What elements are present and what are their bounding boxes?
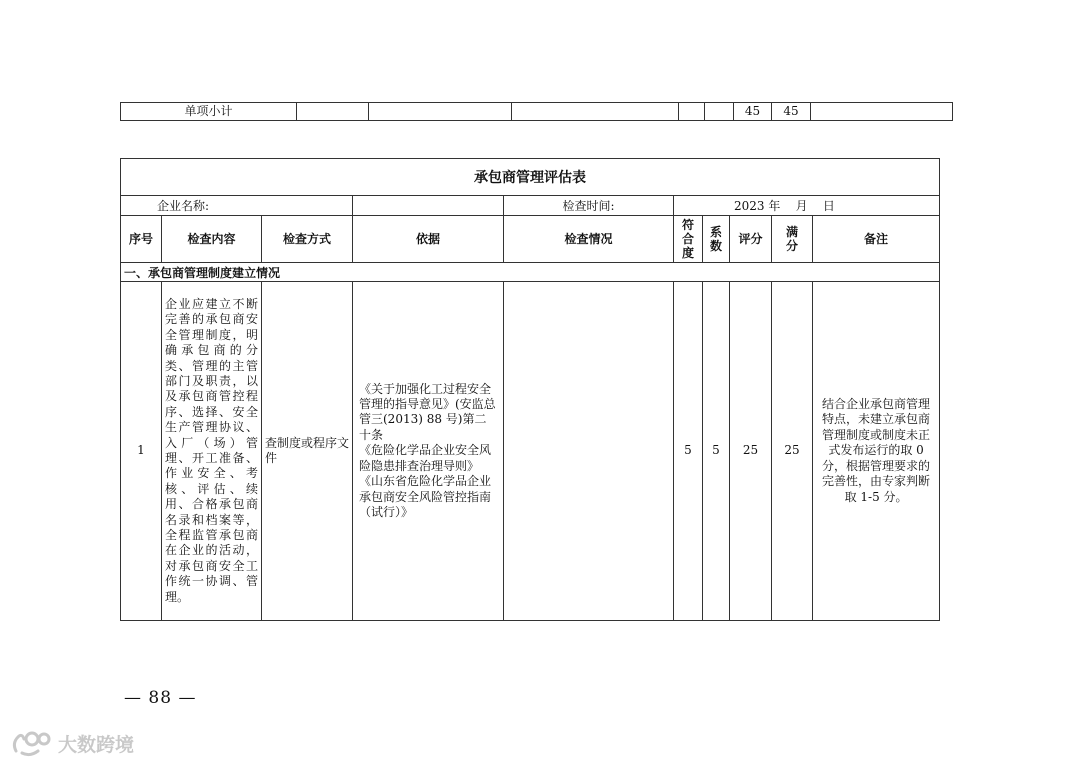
subtotal-cell-empty (811, 103, 953, 121)
subtotal-table (120, 102, 953, 121)
row-full-score: 25 (772, 282, 813, 621)
row-method: 查制度或程序文件 (262, 282, 353, 621)
row-score: 25 (730, 282, 772, 621)
company-name-label: 企业名称: (121, 196, 353, 216)
header-score: 评分 (730, 216, 772, 263)
row-seq: 1 (121, 282, 162, 621)
bubble-logo-icon (10, 729, 54, 757)
row-coefficient: 5 (703, 282, 730, 621)
header-content: 检查内容 (162, 216, 262, 263)
table-row (121, 282, 940, 621)
row-situation (504, 282, 674, 621)
basis-item: 《危险化学品企业安全风险隐患排查治理导则》 (359, 443, 492, 473)
title-row (121, 159, 940, 196)
basis-item: 《山东省危险化学品企业承包商安全风险管控指南（试行）》 (359, 474, 492, 519)
watermark-text: 大数跨境 (58, 733, 135, 756)
check-date: 2023 年 月 日 (674, 196, 940, 216)
header-conformity: 符合度 (674, 216, 703, 263)
row-content: 企业应建立不断完善的承包商安全管理制度，明确承包商的分类、管理的主管部门及职责，以及承包商管控程序、选择、安全生产管理协议、入厂（场）管理、开工准备、作业安全、考核、评估、续用、合格承包商名录和档案等，全程监管承包商在企业的活动，对承包商安全工作统一协调、管理。 (162, 282, 262, 621)
row-remarks: 结合企业承包商管理特点，未建立承包商管理制度或制度未正式发布运行的取 0 分，根据管理要求的完善性，由专家判断取 1-5 分。 (813, 282, 940, 621)
evaluation-table (120, 158, 940, 621)
page-number: — 88 — (124, 688, 197, 708)
check-time-label: 检查时间: (504, 196, 674, 216)
company-name-value (353, 196, 504, 216)
header-seq: 序号 (121, 216, 162, 263)
form-title: 承包商管理评估表 (121, 159, 940, 196)
subtotal-full-score: 45 (772, 103, 811, 121)
section-row (121, 263, 940, 282)
subtotal-row (121, 103, 953, 121)
subtotal-cell-empty (705, 103, 734, 121)
subtotal-score: 45 (734, 103, 772, 121)
row-basis (353, 282, 504, 621)
row-conformity: 5 (674, 282, 703, 621)
subtotal-label: 单项小计 (121, 103, 297, 121)
subtotal-cell-empty (512, 103, 679, 121)
watermark (10, 727, 134, 759)
header-row (121, 216, 940, 263)
section-title: 一、承包商管理制度建立情况 (121, 263, 940, 282)
header-remarks: 备注 (813, 216, 940, 263)
header-basis: 依据 (353, 216, 504, 263)
info-row (121, 196, 940, 216)
header-full-score: 满分 (772, 216, 813, 263)
basis-item: 《关于加强化工过程安全管理的指导意见》(安监总管三(2013) 88 号)第二十条 (359, 381, 496, 442)
header-situation: 检查情况 (504, 216, 674, 263)
subtotal-cell-empty (679, 103, 705, 121)
subtotal-cell-empty (297, 103, 369, 121)
header-method: 检查方式 (262, 216, 353, 263)
subtotal-cell-empty (369, 103, 512, 121)
header-coefficient: 系数 (703, 216, 730, 263)
